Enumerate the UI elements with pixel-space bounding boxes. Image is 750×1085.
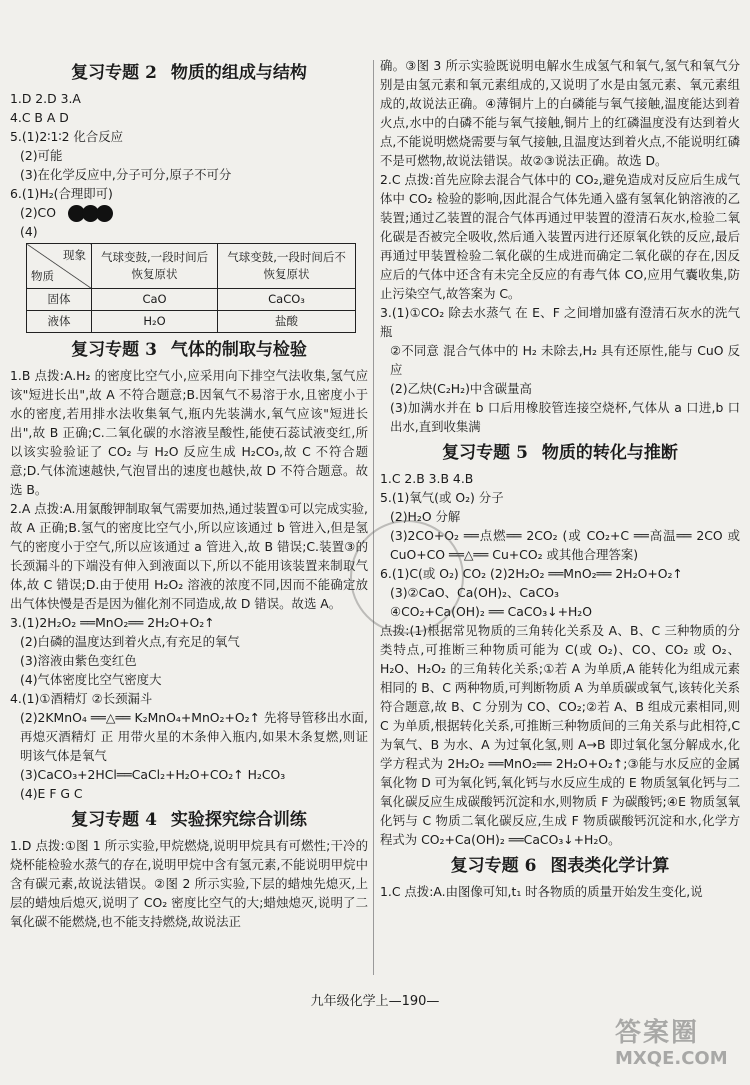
section-title-5: 复习专题 5 物质的转化与推断 [442,443,678,463]
answer-line: (4)气体密度比空气密度大 [20,672,162,687]
answer-line: (3)溶液由紫色变红色 [20,653,137,668]
answer-line: (2)白磷的温度达到着火点,有充足的氧气 [20,634,240,649]
answer-table [26,243,356,333]
answer-line: (2)H₂O 分解 [390,509,461,524]
answer-line: (3)CaCO₃+2HCl══CaCl₂+H₂O+CO₂↑ H₂CO₃ [20,767,286,782]
answer-line: (3)加满水并在 b 口后用橡胶管连接空烧杯,气体从 a 口进,b 口出水,直到收集满 [390,400,740,434]
answer-paragraph: 1.B 点拨:A.H₂ 的密度比空气小,应采用向下排空气法收集,氢气应该"短进长出",故 A 不符合题意;B.因氧气不易溶于水,且密度小于水的密度,若用排水法收集氧气,瓶内先装满水,氧气应该"短进长出",故 B 正确;C.二氧化碳的水溶液呈酸性,能使石蕊试液变红,所以该实验验证了 CO₂ 与 H₂O 反应生成 H₂CO₃,故 C 不符合题意;D.气体流速越快,气泡冒出的速度也越快,故 D 不符合题意。故选 B。 [10,368,368,497]
answer-line: 4.(1)①酒精灯 ②长颈漏斗 [10,691,153,706]
answer-line: 1.C 2.B 3.B 4.B [380,471,474,486]
left-column [10,56,368,931]
answer-paragraph: 确。③图 3 所示实验既说明电解水生成氢气和氧气,氢气和氧气分别是由氢元素和氧元素组成的,又说明了水是由氢元素、氧元素组成的,故说法正确。④薄铜片上的白磷能与氧气接触,温度能达到着火点,水中的白磷不能与氧气接触,铜片上的红磷温度没有达到着火点,不能说明燃烧需要与氧气接触,且温度达到着火点,不能说明红磷不是可燃物,故说法错误。故②③说法正确。故选 D。 [380,58,740,168]
table-cell: 盐酸 [218,311,356,333]
answer-line: 5.(1)2∶1∶2 化合反应 [10,129,123,144]
answer-line: ④CO₂+Ca(OH)₂ ══ CaCO₃↓+H₂O [390,604,593,619]
page-footer: 九年级化学上—190— [310,994,440,1009]
answer-line: 1.D 2.D 3.A [10,91,81,106]
answer-line: 1.C 点拨:A.由图像可知,t₁ 时各物质的质量开始发生变化,说 [380,884,703,899]
table-cell: 固体 [27,289,92,311]
answer-paragraph: 1.D 点拨:①图 1 所示实验,甲烷燃烧,说明甲烷具有可燃性;干冷的烧杯能检验水蒸气的存在,说明甲烷中含有氢元素,不能说明甲烷中含有碳元素,故说法错误。②图 2 所示实验,下层的蜡烛先熄灭,上层的蜡烛后熄灭,说明了 CO₂ 密度比空气的大;蜡烛熄灭,说明了二氧化碳不能燃烧,也不能支持燃烧,故说法正 [10,838,368,929]
answer-line: 3.(1)①CO₂ 除去水蒸气 在 E、F 之间增加盛有澄清石灰水的洗气瓶 [380,305,740,339]
answer-line: 6.(1)C(或 O₂) CO₂ (2)2H₂O₂ ══MnO₂══ 2H₂O+O₂↑ [380,566,683,581]
answer-line: 5.(1)氧气(或 O₂) 分子 [380,490,504,505]
answer-paragraph: 2.C 点拨:首先应除去混合气体中的 CO₂,避免造成对反应后生成气体中 CO₂ 检验的影响,因此混合气体先通入盛有氢氧化钠溶液的乙装置;通过乙装置的混合气体再通过甲装置的澄清石灰水,检验二氧化碳是否被完全吸收,然后通入装置丙进行还原氧化铁的反应,最后再通过甲装置检验二氧化碳的生成进而确定二氧化碳的存在,因反应后的气体中还含有未完全反应的有毒气体 CO,应用气囊收集,防止污染空气,故答案为 C。 [380,172,740,301]
answer-line: (4) [20,224,38,239]
answer-line: (3)2CO+O₂ ══点燃══ 2CO₂ (或 CO₂+C ══高温══ 2CO 或 CuO+CO ══△══ Cu+CO₂ 或其他合理答案) [390,528,740,562]
section-title-3: 复习专题 3 气体的制取与检验 [71,340,307,360]
answer-line: (2)乙炔(C₂H₂)中含碳量高 [390,381,532,396]
answer-line: (2)CO [10,203,368,222]
table-cell: CaO [92,289,218,311]
watermark-logo: 答案圈 MXQE.COM [615,1018,728,1069]
table-cell: H₂O [92,311,218,333]
answer-paragraph: 2.A 点拨:A.用氯酸钾制取氧气需要加热,通过装置①可以完成实验,故 A 正确;B.氢气的密度比空气小,所以应该通过 b 管进入,但是氢气的密度小于空气,所以应该通过 a 管进入,故 B 错误;C.装置③的长颈漏斗的下端没有伸入到液面以下,所以不能用该装置来制取气体,故 C 错误;D.由于使用 H₂O₂ 溶液的浓度不同,因而不能确定放出气体快慢是否是因为催化剂不同造成,故 D 错误。故选 A。 [10,501,368,611]
table-diagonal-header: 现象 物质 [27,244,92,289]
redaction-mark [96,205,113,222]
answer-line: ②不同意 混合气体中的 H₂ 未除去,H₂ 具有还原性,能与 CuO 反应 [390,343,740,377]
right-column [380,56,740,901]
column-divider [373,60,374,975]
answer-paragraph: 点拨:(1)根据常见物质的三角转化关系及 A、B、C 三种物质的分类特点,可推断三种物质可能为 C(或 O₂)、CO、CO₂ 或 O₂、H₂O、H₂O₂ 的三角转化关系;①若 A 为单质,A 能转化为组成元素相同的 B、C 两种物质,可判断物质 A 为单质碳或氧气,该转化关系符合题意,故 B、C 分别为 CO、CO₂;②若 A、B 组成元素相同,则 C 为单质,根据转化关系,可推断三种物质间的三角关系与此相符,C 为氧气、B 为水、A 为过氧化氢,则 A→B 即过氧化氢分解成水,化学方程式为 2H₂O₂ ══MnO₂══ 2H₂O+O₂↑;③能与水反应的金属氧化物 D 可为氧化钙,氧化钙与水反应生成的 E 物质氢氧化钙与二氧化碳反应生成碳酸钙沉淀和水,则物质 F 为碳酸钙;④E 物质氢氧化钙与 C 物质二氧化碳反应,生成 F 物质碳酸钙沉淀和水,化学方程式为 CO₂+Ca(OH)₂ ══CaCO₃↓+H₂O。 [380,623,740,847]
answer-line: 4.C B A D [10,110,69,125]
answer-line: (2)可能 [20,148,63,163]
answer-line: 3.(1)2H₂O₂ ══MnO₂══ 2H₂O+O₂↑ [10,615,215,630]
answer-line: (4)E F G C [20,786,83,801]
answer-paragraph: (2)2KMnO₄ ══△══ K₂MnO₄+MnO₂+O₂↑ 先将导管移出水面,再熄灭酒精灯 正 用带火星的木条伸入瓶内,如果木条复燃,则证明该气体是氧气 [20,710,368,763]
section-title-6: 复习专题 6 图表类化学计算 [450,856,670,876]
table-header: 气球变鼓,一段时间后恢复原状 [92,244,218,289]
table-cell: CaCO₃ [218,289,356,311]
answer-line: (3)在化学反应中,分子可分,原子不可分 [20,167,232,182]
table-header: 气球变鼓,一段时间后不恢复原状 [218,244,356,289]
answer-line: (3)②CaO、Ca(OH)₂、CaCO₃ [390,585,560,600]
section-title-4: 复习专题 4 实验探究综合训练 [71,810,307,830]
section-title-2: 复习专题 2 物质的组成与结构 [71,63,307,83]
answer-line: 6.(1)H₂(合理即可) [10,186,113,201]
table-cell: 液体 [27,311,92,333]
